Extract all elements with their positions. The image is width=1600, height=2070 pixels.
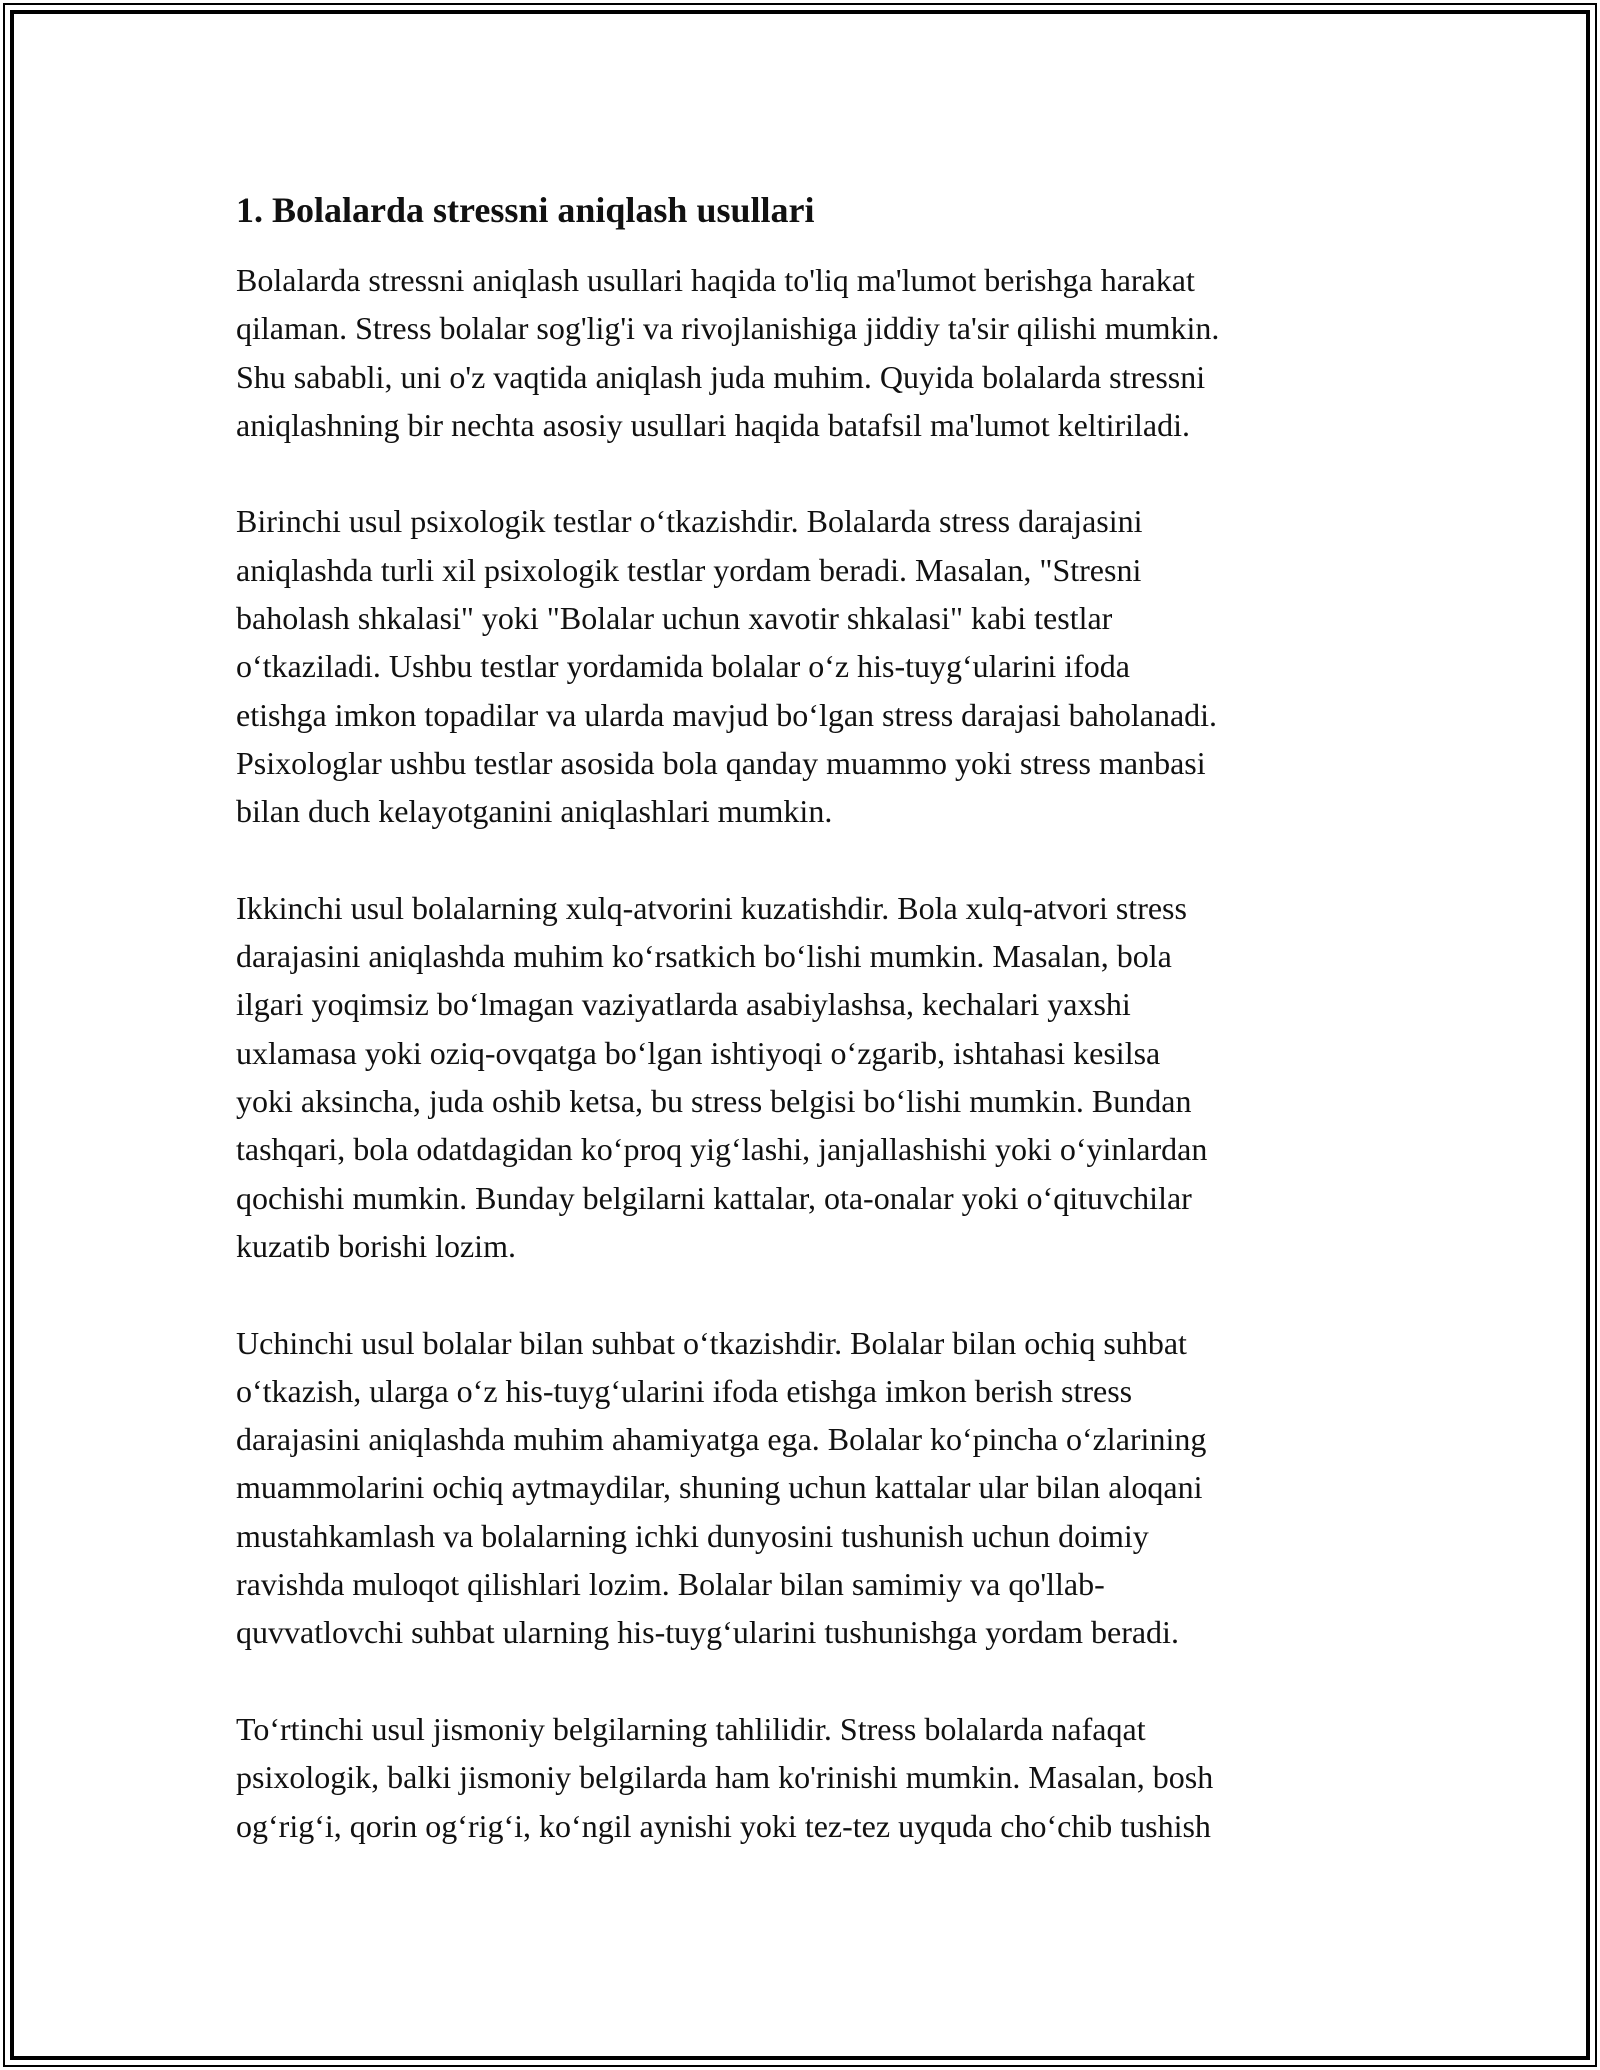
text-line: quvvatlovchi suhbat ularning his-tuygʻularini tushunishga yordam beradi.: [236, 1614, 1179, 1651]
text-line: etishga imkon topadilar va ularda mavjud boʻlgan stress darajasi baholanadi.: [236, 696, 1218, 733]
text-line: Bolalarda stressni aniqlash usullari haqida to'liq ma'lumot berishga harakat: [236, 262, 1195, 298]
paragraph-method-1: [236, 497, 1386, 835]
text-line: Psixologlar ushbu testlar asosida bola qanday muammo yoki stress manbasi: [236, 744, 1206, 781]
section-heading: 1. Bolalarda stressni aniqlash usullari: [236, 190, 815, 230]
text-line: mustahkamlash va bolalarning ichki dunyosini tushunish uchun doimiy: [236, 1517, 1149, 1554]
text-line: Toʻrtinchi usul jismoniy belgilarning tahlilidir. Stress bolalarda nafaqat: [236, 1710, 1146, 1747]
text-line: baholash shkalasi" yoki "Bolalar uchun xavotir shkalasi" kabi testlar: [236, 600, 1113, 637]
text-line: oʻtkaziladi. Ushbu testlar yordamida bolalar oʻz his-tuygʻularini ifoda: [236, 648, 1130, 685]
text-line: muammolarini ochiq aytmaydilar, shuning uchun kattalar ular bilan aloqani: [236, 1469, 1203, 1506]
text-line: psixologik, balki jismoniy belgilarda ham ko'rinishi mumkin. Masalan, bosh: [236, 1759, 1214, 1796]
text-line: Birinchi usul psixologik testlar oʻtkazishdir. Bolalarda stress darajasini: [236, 503, 1143, 540]
text-line: tashqari, bola odatdagidan koʻproq yigʻlashi, janjallashishi yoki oʻyinlardan: [236, 1131, 1208, 1168]
text-line: uxlamasa yoki oziq-ovqatga boʻlgan ishtiyoqi oʻzgarib, ishtahasi kesilsa: [236, 1034, 1161, 1071]
text-line: qilaman. Stress bolalar sog'lig'i va rivojlanishiga jiddiy ta'sir qilishi mumkin.: [236, 310, 1220, 347]
text-line: Shu sababli, uni o'z vaqtida aniqlash juda muhim. Quyida bolalarda stressni: [236, 358, 1206, 395]
text-line: Ikkinchi usul bolalarning xulq-atvorini kuzatishdir. Bola xulq-atvori stress: [236, 889, 1187, 926]
text-line: aniqlashda turli xil psixologik testlar yordam beradi. Masalan, "Stresni: [236, 551, 1142, 588]
text-line: ravishda muloqot qilishlari lozim. Bolalar bilan samimiy va qo'llab-: [236, 1566, 1105, 1603]
paragraph-intro: [236, 256, 1386, 449]
text-line: oʻtkazish, ularga oʻz his-tuygʻularini ifoda etishga imkon berish stress: [236, 1372, 1133, 1409]
text-line: ilgari yoqimsiz boʻlmagan vaziyatlarda asabiylashsa, kechalari yaxshi: [236, 986, 1131, 1023]
text-line: darajasini aniqlashda muhim ahamiyatga ega. Bolalar koʻpincha oʻzlarining: [236, 1421, 1207, 1458]
text-line: Uchinchi usul bolalar bilan suhbat oʻtkazishdir. Bolalar bilan ochiq suhbat: [236, 1324, 1187, 1361]
text-line: bilan duch kelayotganini aniqlashlari mumkin.: [236, 793, 833, 830]
text-line: darajasini aniqlashda muhim koʻrsatkich boʻlishi mumkin. Masalan, bola: [236, 938, 1172, 975]
paragraph-method-4: [236, 1705, 1386, 1850]
text-line: kuzatib borishi lozim.: [236, 1227, 516, 1264]
paragraph-method-3: [236, 1319, 1386, 1657]
text-line: yoki aksincha, juda oshib ketsa, bu stress belgisi boʻlishi mumkin. Bundan: [236, 1083, 1192, 1120]
paragraph-method-2: [236, 884, 1386, 1270]
text-line: qochishi mumkin. Bunday belgilarni kattalar, ota-onalar yoki oʻqituvchilar: [236, 1179, 1192, 1216]
document-body: [236, 186, 1386, 1898]
text-line: ogʻrigʻi, qorin ogʻrigʻi, koʻngil aynishi yoki tez-tez uyquda choʻchib tushish: [236, 1807, 1211, 1844]
text-line: aniqlashning bir nechta asosiy usullari haqida batafsil ma'lumot keltiriladi.: [236, 406, 1190, 443]
